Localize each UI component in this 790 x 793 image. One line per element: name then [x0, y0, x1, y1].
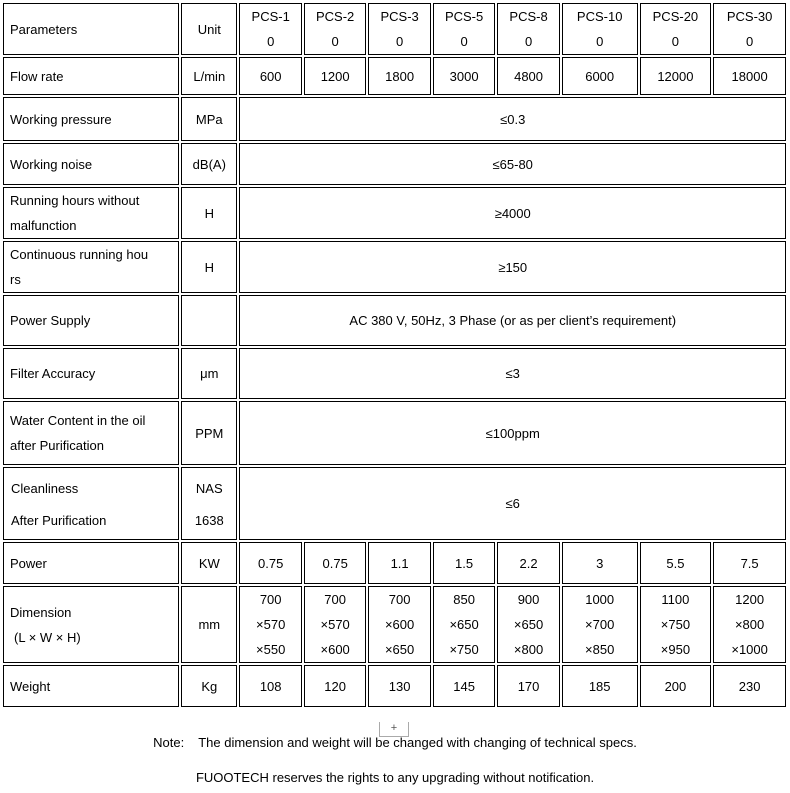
merged-value: ≤100ppm [239, 401, 786, 465]
filter-row [3, 348, 786, 399]
row-label: Running hours without malfunction [3, 187, 179, 239]
merged-value: ≤0.3 [239, 97, 786, 141]
dimension-row [3, 586, 786, 663]
merged-value: ≤3 [239, 348, 786, 399]
row-label: Flow rate [3, 57, 179, 95]
value-cell: 200 [640, 665, 712, 707]
row-unit: KW [181, 542, 237, 584]
pressure-row [3, 97, 786, 141]
header-parameters: Parameters [3, 3, 179, 55]
model-header: PCS-20 0 [640, 3, 712, 55]
value-cell: 3000 [433, 57, 495, 95]
power-supply-row [3, 295, 786, 346]
row-unit: mm [181, 586, 237, 663]
value-cell: 1.1 [368, 542, 430, 584]
note-text: The dimension and weight will be changed with changing of technical specs. [198, 735, 637, 750]
hours-row [3, 187, 786, 239]
header-unit: Unit [181, 3, 237, 55]
row-label: Weight [3, 665, 179, 707]
value-cell: 700 ×600 ×650 [368, 586, 430, 663]
value-cell: 12000 [640, 57, 712, 95]
value-cell: 850 ×650 ×750 [433, 586, 495, 663]
value-cell: 1200 ×800 ×1000 [713, 586, 786, 663]
model-header: PCS-5 0 [433, 3, 495, 55]
water-row [3, 401, 786, 465]
value-cell: 1.5 [433, 542, 495, 584]
row-label: Dimension (L × W × H) [3, 586, 179, 663]
row-label: Power [3, 542, 179, 584]
cleanliness-row [3, 467, 786, 540]
row-label: Cleanliness After Purification [3, 467, 179, 540]
value-cell: 18000 [713, 57, 786, 95]
value-cell: 1100 ×750 ×950 [640, 586, 712, 663]
row-unit: H [181, 187, 237, 239]
value-cell: 3 [562, 542, 638, 584]
model-header: PCS-8 0 [497, 3, 559, 55]
model-header: PCS-1 0 [239, 3, 301, 55]
row-unit: Kg [181, 665, 237, 707]
row-label: Working pressure [3, 97, 179, 141]
note-line-2: FUOOTECH reserves the rights to any upgrading without notification. [195, 770, 595, 785]
row-unit: PPM [181, 401, 237, 465]
model-header: PCS-3 0 [368, 3, 430, 55]
value-cell: 900 ×650 ×800 [497, 586, 559, 663]
row-unit: L/min [181, 57, 237, 95]
model-header: PCS-2 0 [304, 3, 366, 55]
row-label: Power Supply [3, 295, 179, 346]
value-cell: 145 [433, 665, 495, 707]
header-row [3, 3, 786, 55]
weight-row [3, 665, 786, 707]
merged-value: ≥150 [239, 241, 786, 293]
row-unit: H [181, 241, 237, 293]
value-cell: 130 [368, 665, 430, 707]
model-header: PCS-10 0 [562, 3, 638, 55]
value-cell: 700 ×570 ×600 [304, 586, 366, 663]
value-cell: 1800 [368, 57, 430, 95]
row-unit: μm [181, 348, 237, 399]
value-cell: 1200 [304, 57, 366, 95]
value-cell: 6000 [562, 57, 638, 95]
row-label: Working noise [3, 143, 179, 185]
value-cell: 700 ×570 ×550 [239, 586, 301, 663]
continuous-row [3, 241, 786, 293]
note-line-1 [0, 735, 790, 750]
row-label: Water Content in the oil after Purification [3, 401, 179, 465]
merged-value: ≥4000 [239, 187, 786, 239]
noise-row [3, 143, 786, 185]
value-cell: 7.5 [713, 542, 786, 584]
value-cell: 0.75 [239, 542, 301, 584]
value-cell: 185 [562, 665, 638, 707]
spec-table [1, 1, 788, 709]
value-cell: 108 [239, 665, 301, 707]
value-cell: 0.75 [304, 542, 366, 584]
value-cell: 230 [713, 665, 786, 707]
row-unit: NAS 1638 [181, 467, 237, 540]
merged-value: AC 380 V, 50Hz, 3 Phase (or as per client’s requirement) [239, 295, 786, 346]
row-label: Continuous running hou rs [3, 241, 179, 293]
value-cell: 120 [304, 665, 366, 707]
value-cell: 4800 [497, 57, 559, 95]
power-row [3, 542, 786, 584]
row-unit: dB(A) [181, 143, 237, 185]
model-header: PCS-30 0 [713, 3, 786, 55]
note-prefix: Note: [153, 735, 185, 750]
value-cell: 600 [239, 57, 301, 95]
row-unit [181, 295, 237, 346]
merged-value: ≤65-80 [239, 143, 786, 185]
flow-row [3, 57, 786, 95]
expand-icon[interactable]: + [379, 722, 409, 737]
row-unit: MPa [181, 97, 237, 141]
value-cell: 1000 ×700 ×850 [562, 586, 638, 663]
row-label: Filter Accuracy [3, 348, 179, 399]
value-cell: 5.5 [640, 542, 712, 584]
value-cell: 170 [497, 665, 559, 707]
merged-value: ≤6 [239, 467, 786, 540]
value-cell: 2.2 [497, 542, 559, 584]
